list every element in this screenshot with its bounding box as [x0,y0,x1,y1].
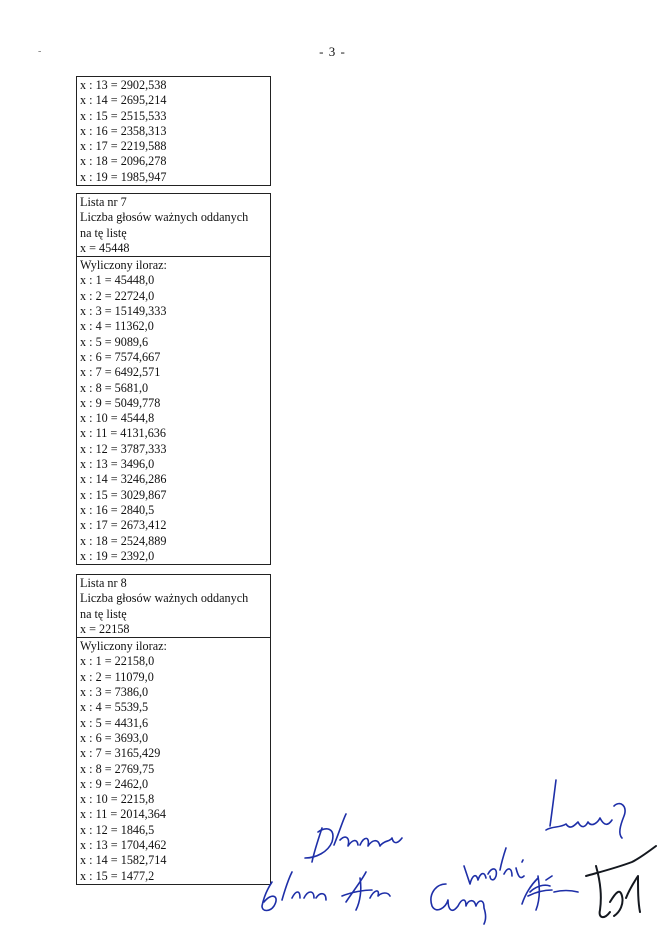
quotient-row: x : 4 = 5539,5 [80,700,149,715]
quotient-row: x : 10 = 2215,8 [80,792,155,807]
quotient-row: x : 5 = 9089,6 [80,334,149,349]
quotient-row: x : 9 = 2462,0 [80,776,149,791]
quotient-row: x : 18 = 2524,889 [80,533,167,548]
quotient-table-continued [76,76,271,186]
quotient-rows [80,654,267,883]
quotient-row: x : 16 = 2358,313 [80,123,167,138]
list-8-quotients [77,637,270,884]
quotient-rows [77,77,270,185]
quotient-row: x : 2 = 11079,0 [80,669,154,684]
quotient-row: x : 9 = 5049,778 [80,395,161,410]
valid-votes-value: x = 45448 [80,240,130,255]
quotient-row: x : 3 = 7386,0 [80,685,149,700]
valid-votes-label: Liczba głosów ważnych oddanych [80,210,249,225]
margin-mark: - [38,46,42,57]
quotient-row: x : 18 = 2096,278 [80,154,167,169]
signature-7 [522,876,578,910]
quotient-label: Wyliczony iloraz: [80,639,167,654]
quotient-row: x : 15 = 2515,533 [80,108,167,123]
quotient-row: x : 3 = 15149,333 [80,304,167,319]
quotient-row: x : 14 = 2695,214 [80,93,167,108]
quotient-row: x : 17 = 2219,588 [80,139,167,154]
quotient-row: x : 8 = 5681,0 [80,380,149,395]
quotient-row: x : 14 = 1582,714 [80,853,167,868]
valid-votes-value: x = 22158 [80,621,130,636]
signature-5 [464,848,524,884]
quotient-row: x : 1 = 22158,0 [80,654,155,669]
quotient-row: x : 13 = 3496,0 [80,457,155,472]
quotient-row: x : 13 = 2902,538 [80,78,167,92]
quotient-row: x : 11 = 4131,636 [80,426,166,441]
list-7-header [77,194,270,256]
list-7-table [76,193,271,565]
list-title: Lista nr 7 [80,195,127,209]
quotient-row: x : 19 = 2392,0 [80,548,155,563]
quotient-row: x : 7 = 3165,429 [80,746,161,761]
signature-8 [586,846,656,917]
quotient-row: x : 17 = 2673,412 [80,518,167,533]
signature-2 [262,872,326,911]
list-title: Lista nr 8 [80,576,127,590]
quotient-label: Wyliczony iloraz: [80,258,167,273]
list-8-header [77,575,270,637]
quotient-row: x : 6 = 7574,667 [80,349,161,364]
quotient-row: x : 1 = 45448,0 [80,273,155,288]
quotient-row: x : 19 = 1985,947 [80,169,167,184]
quotient-rows [80,273,267,564]
signature-4 [431,884,486,924]
quotient-row: x : 11 = 2014,364 [80,807,166,822]
quotient-row: x : 2 = 22724,0 [80,288,155,303]
signature-6 [546,780,625,838]
valid-votes-label-cont: na tę listę [80,606,127,621]
quotient-row: x : 10 = 4544,8 [80,411,155,426]
quotient-row: x : 12 = 3787,333 [80,441,167,456]
list-8-table [76,574,271,885]
page-number: - 3 - [319,44,346,59]
signature-1 [305,814,402,862]
quotient-row: x : 8 = 2769,75 [80,761,155,776]
quotient-row: x : 7 = 6492,571 [80,365,161,380]
list-7-quotients [77,256,270,564]
quotient-row: x : 14 = 3246,286 [80,472,167,487]
quotient-row: x : 12 = 1846,5 [80,822,155,837]
quotient-row: x : 15 = 3029,867 [80,487,167,502]
valid-votes-label-cont: na tę listę [80,225,127,240]
valid-votes-label: Liczba głosów ważnych oddanych [80,591,249,606]
quotient-row: x : 16 = 2840,5 [80,502,155,517]
quotient-row: x : 13 = 1704,462 [80,838,167,853]
quotient-row: x : 4 = 11362,0 [80,319,154,334]
quotient-row: x : 6 = 3693,0 [80,730,149,745]
quotient-row: x : 15 = 1477,2 [80,868,155,883]
quotient-row: x : 5 = 4431,6 [80,715,149,730]
signature-3 [342,872,390,910]
